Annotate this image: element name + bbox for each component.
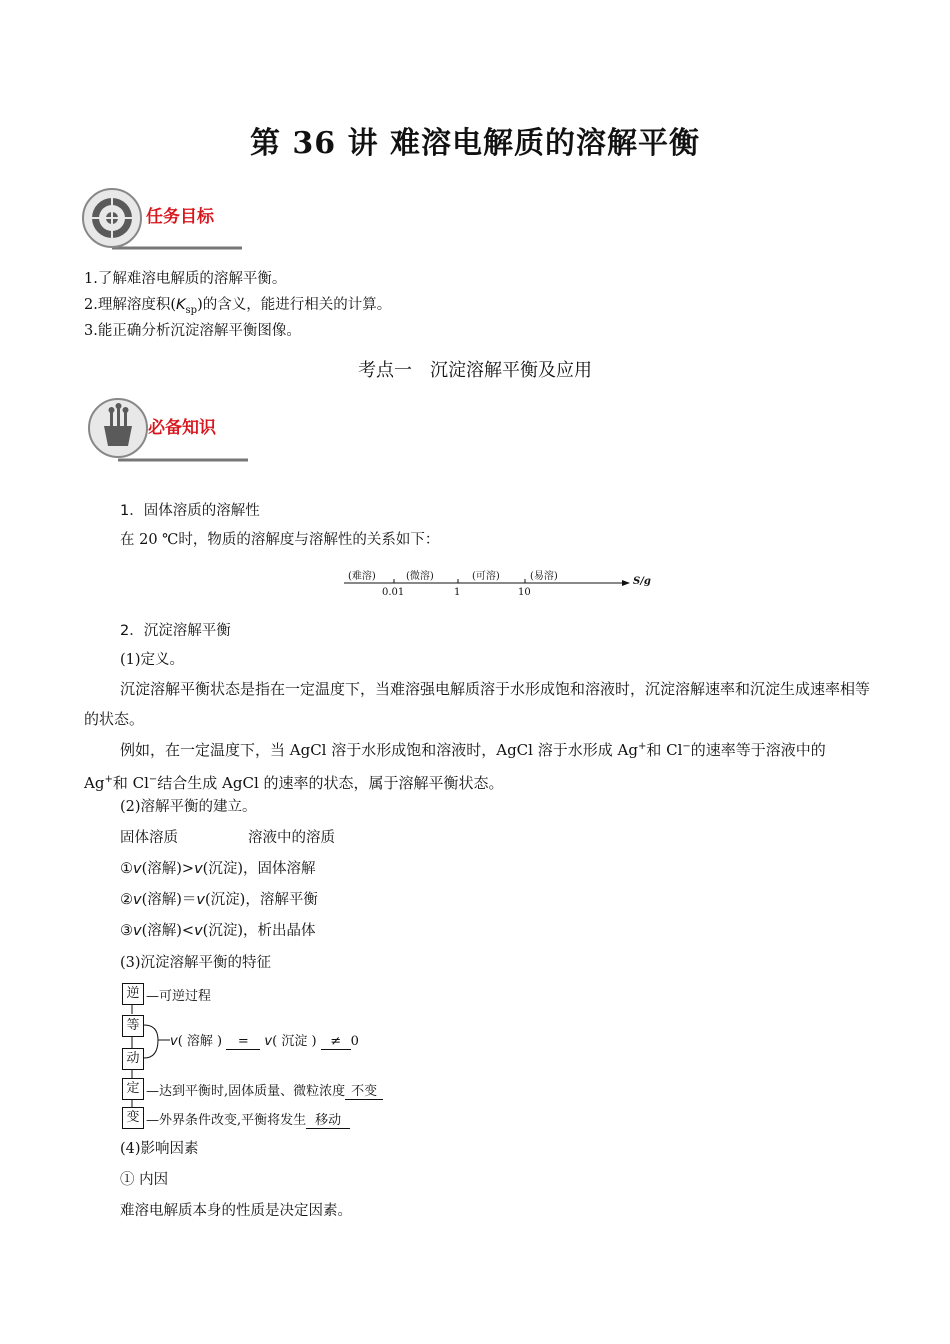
features-diagram <box>120 982 440 1132</box>
subheading-features: (3)沉淀溶解平衡的特征 <box>120 955 272 971</box>
section-label-goals: 任务目标 <box>146 207 214 227</box>
feature-char-deng: 等 <box>122 1015 144 1037</box>
axis-segment-label: (易溶) <box>530 571 558 582</box>
goal-item: 1.了解难溶电解质的溶解平衡。 <box>84 271 287 287</box>
feature-text-bian: —外界条件改变,平衡将发生 移动 <box>146 1109 350 1129</box>
establishment-item: ②v(溶解)＝v(沉淀)，溶解平衡 <box>120 892 318 908</box>
feature-char-bian: 变 <box>122 1107 144 1129</box>
establishment-item: ③v(溶解)<v(沉淀)，析出晶体 <box>120 923 316 939</box>
axis-segment-label: (可溶) <box>472 571 500 582</box>
axis-tick-label: 0.01 <box>382 587 405 598</box>
heading-solubility: 1．固体溶质的溶解性 <box>120 503 260 519</box>
feature-char-ding: 定 <box>122 1078 144 1100</box>
feature-char-ni: 逆 <box>122 983 144 1005</box>
axis-unit-label: S/g <box>633 576 651 587</box>
section-label-knowledge: 必备知识 <box>148 418 216 438</box>
axis-segment-label: (难溶) <box>348 571 376 582</box>
establishment-row: 固体溶质 溶液中的溶质 <box>120 830 335 846</box>
factor-item: ① 内因 <box>120 1172 169 1188</box>
heading-equilibrium: 2．沉淀溶解平衡 <box>120 623 231 639</box>
subheading-establishment: (2)溶解平衡的建立。 <box>120 799 257 815</box>
paragraph-example: 例如，在一定温度下，当 AgCl 溶于水形成饱和溶液时，AgCl 溶于水形成 Ag+和 Cl−的速率等于溶液中的 Ag+和 Cl−结合生成 AgCl 的速率的状态，属于溶解平衡状态。 <box>84 741 826 792</box>
subheading-factors: (4)影响因素 <box>120 1141 199 1157</box>
feature-char-dong: 动 <box>122 1048 144 1070</box>
page-title: 第 36 讲 难溶电解质的溶解平衡 <box>249 126 701 161</box>
solubility-axis-figure <box>340 562 660 602</box>
feature-text-ni: —可逆过程 <box>146 989 212 1004</box>
axis-tick-label: 10 <box>518 587 531 598</box>
axis-segment-label: (微溶) <box>406 571 434 582</box>
paragraph-definition: 沉淀溶解平衡状态是指在一定温度下，当难溶强电解质溶于水形成饱和溶液时，沉淀溶解速率和沉淀生成速率相等的状态。 <box>84 680 871 728</box>
factor-item-text: 难溶电解质本身的性质是决定因素。 <box>120 1203 352 1219</box>
goal-item: 3.能正确分析沉淀溶解平衡图像。 <box>84 323 301 339</box>
subheading-definition: (1)定义。 <box>120 652 185 668</box>
section-subtitle: 考点一 沉淀溶解平衡及应用 <box>358 360 592 381</box>
axis-tick-label: 1 <box>454 587 461 598</box>
goal-item: 2.理解溶度积$(K_{sp})$的含义，能进行相关的计算。 <box>84 297 392 316</box>
paragraph: 在 20 ℃时，物质的溶解度与溶解性的关系如下： <box>120 532 440 548</box>
establishment-item: ①v(溶解)>v(沉淀)，固体溶解 <box>120 861 316 877</box>
feature-text-ding: —达到平衡时,固体质量、微粒浓度 不变 <box>146 1080 383 1100</box>
feature-brace-text: v( 溶解 ) = v( 沉淀 ) ≠ 0 <box>170 1034 359 1049</box>
